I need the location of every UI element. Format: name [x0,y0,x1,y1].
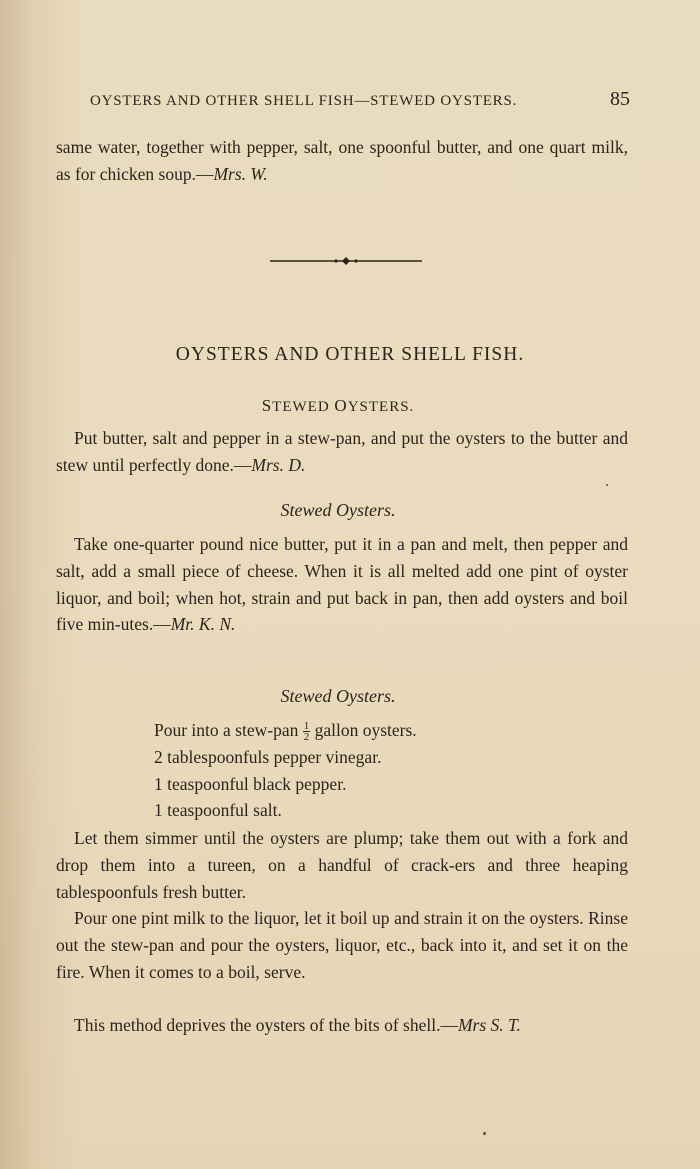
recipe-3-paragraph-1: Let them simmer until the oysters are plump; take them out with a fork and drop them into a tureen, on a handful of crack-ers and three heaping tablespoonfuls fresh butter. [56,828,628,902]
running-head [90,90,630,114]
recipe-3-signature: Mrs S. T. [457,1015,521,1035]
ingredient-item: 1 teaspoonful black pepper. [154,773,347,794]
fraction-half: $\frac{1}{2}$ [303,720,310,744]
ornament-divider [270,255,422,267]
ingredient-item: Pour into a stew-pan $\frac{1}{2}$ gallon oysters. [154,720,417,744]
recipe-1-text: Put butter, salt and pepper in a stew-pan, and put the oysters to the butter and stew until perfectly done.— [56,428,628,475]
ink-speck [483,1132,486,1135]
recipe-title-1: STEWED OYSTERS. [261,396,415,415]
continuation-paragraph [56,134,628,188]
recipe-title-3: Stewed Oysters. [280,686,396,706]
ingredient-item: 1 teaspoonful salt. [154,800,282,821]
recipe-2-text: Take one-quarter pound nice butter, put it in a pan and melt, then pepper and salt, add a small piece of cheese. When it is all melted add one pint of oyster liquor, and boil; when hot, strain and put back in pan, then add oysters and boil five min-utes.— [56,534,628,635]
ingredient-list [154,717,634,824]
continuation-text: same water, together with pepper, salt, one spoonful butter, and one quart milk, as for chicken soup.— [56,137,628,184]
recipe-1-signature: Mrs. D. [251,454,306,475]
recipe-2-body [56,531,628,638]
recipe-title-2: Stewed Oysters. [280,500,396,520]
page-number: 85 [610,88,630,110]
recipe-3-paragraph-2: Pour one pint milk to the liquor, let it boil up and strain it on the oysters. Rinse out the stew-pan and pour the oysters, liquor, etc., back into it, and set it on the fire. When it comes to a boil, serve. [56,908,628,982]
continuation-signature: Mrs. W. [213,163,268,184]
recipe-1-body [56,425,628,479]
ingredient-item: 2 tablespoonfuls pepper vinegar. [154,746,382,767]
ink-speck [606,484,608,486]
running-head-title: OYSTERS AND OTHER SHELL FISH—STEWED OYSTERS. [90,93,518,109]
recipe-3-paragraph-3 [56,1012,628,1039]
section-title: OYSTERS AND OTHER SHELL FISH. [175,344,525,365]
recipe-3-text: This method deprives the oysters of the bits of shell.— [74,1015,458,1035]
recipe-2-signature: Mr. K. N. [170,614,236,635]
